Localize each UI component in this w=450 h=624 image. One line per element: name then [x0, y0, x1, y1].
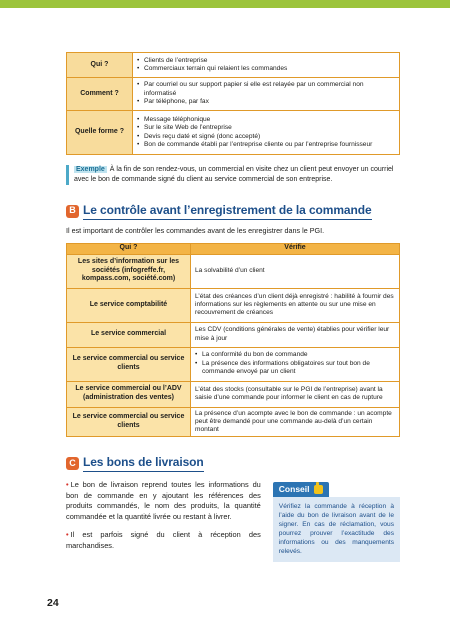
- delivery-notes-block: [66, 480, 400, 562]
- table-row: [67, 381, 400, 407]
- delivery-notes-text: [66, 480, 261, 562]
- section-c-heading: [66, 455, 400, 472]
- advice-header: [273, 482, 329, 497]
- page-content: [66, 52, 400, 562]
- paragraph-text: Il est parfois signé du client à réception des marchandises.: [66, 530, 261, 550]
- section-title: Les bons de livraison: [83, 455, 204, 472]
- top-color-bar: [0, 0, 450, 8]
- list-item: • Message téléphonique: [137, 116, 395, 124]
- thumbs-up-icon: [314, 485, 323, 494]
- advice-box: [273, 482, 400, 562]
- list-item: • Clients de l’entreprise: [137, 57, 395, 65]
- section-letter-badge: C: [66, 457, 79, 470]
- row-values: [191, 347, 400, 381]
- row-value: L’état des stocks (consultable sur le PGI de l’entreprise) avant la saisie d’une commande pour informer le client en cas de rupture: [191, 381, 400, 407]
- row-value: Les CDV (conditions générales de vente) établies pour vérifier leur mise à jour: [191, 322, 400, 347]
- table-row: [67, 111, 400, 155]
- list-item: • La présence des informations obligatoires sur tout bon de commande envoyé par un client: [195, 360, 395, 377]
- table-row: [67, 322, 400, 347]
- row-label: Le service commercial ou l’ADV (administration des ventes): [67, 381, 191, 407]
- list-item: • Par courriel ou sur support papier si elle est relayée par un commercial non informatisé: [137, 81, 395, 98]
- example-text: À la fin de son rendez-vous, un commercial en visite chez un client peut envoyer un courriel avec le bon de commande signé du client au service commercial de son entreprise.: [74, 166, 394, 183]
- row-value: La présence d’un acompte avec le bon de commande : un acompte peut être demandé pour une commande au-delà d’un certain montant: [191, 407, 400, 437]
- list-item: • Bon de commande établi par l’entreprise cliente ou par l’entreprise fournisseur: [137, 141, 395, 149]
- order-channels-table: [66, 52, 400, 155]
- paragraph-text: Le bon de livraison reprend toutes les informations du bon de commande en y ajoutant les références des produits commandés, le nom des produits, la quantité commandée et la quantité livrée ou restant à livrer.: [66, 480, 261, 521]
- row-values: [133, 53, 400, 78]
- page-number: 24: [47, 597, 59, 609]
- table-row: [67, 288, 400, 322]
- row-label: Qui ?: [67, 53, 133, 78]
- column-header: Vérifie: [191, 243, 400, 254]
- list-item: • Par téléphone, par fax: [137, 98, 395, 106]
- list-item: • Devis reçu daté et signé (donc accepté): [137, 133, 395, 141]
- order-control-table: [66, 243, 400, 438]
- row-value: L’état des créances d’un client déjà enregistré : habilité à fournir des informations sur les règlements en attente ou sur une mise en recouvrement de créances: [191, 288, 400, 322]
- advice-title: Conseil: [278, 484, 310, 495]
- example-tag: Exemple: [76, 166, 105, 173]
- section-b-heading: [66, 203, 400, 220]
- table-row: [67, 53, 400, 78]
- paragraph: [66, 480, 261, 522]
- list-item: • Commerciaux terrain qui relaient les commandes: [137, 65, 395, 73]
- row-values: [133, 111, 400, 155]
- table-row: [67, 78, 400, 111]
- row-values: [133, 78, 400, 111]
- row-label: Les sites d’information sur les sociétés (infogreffe.fr, kompass.com, société.com): [67, 254, 191, 288]
- bullet-icon: •: [66, 480, 69, 490]
- table-header-row: [67, 243, 400, 254]
- row-label: Le service comptabilité: [67, 288, 191, 322]
- list-item: • Sur le site Web de l’entreprise: [137, 124, 395, 132]
- row-label: Le service commercial: [67, 322, 191, 347]
- paragraph: [66, 530, 261, 551]
- list-item: • La conformité du bon de commande: [195, 351, 395, 359]
- column-header: Qui ?: [67, 243, 191, 254]
- section-intro: Il est important de contrôler les commandes avant de les enregistrer dans le PGI.: [66, 225, 325, 235]
- advice-text: Vérifiez la commande à réception à l’aide du bon de livraison avant de le signer. En cas de réclamation, vous pourrez prouver l’exactitude des informations ou des manquements relevés.: [273, 497, 400, 563]
- table-row: [67, 407, 400, 437]
- section-title: Le contrôle avant l’enregistrement de la commande: [83, 203, 372, 220]
- section-letter-badge: B: [66, 205, 79, 218]
- row-label: Comment ?: [67, 78, 133, 111]
- row-label: Le service commercial ou service clients: [67, 407, 191, 437]
- table-row: [67, 347, 400, 381]
- row-label: Le service commercial ou service clients: [67, 347, 191, 381]
- row-value: La solvabilité d’un client: [191, 254, 400, 288]
- table-row: [67, 254, 400, 288]
- example-box: [66, 165, 400, 185]
- bullet-icon: •: [66, 530, 69, 540]
- row-label: Quelle forme ?: [67, 111, 133, 155]
